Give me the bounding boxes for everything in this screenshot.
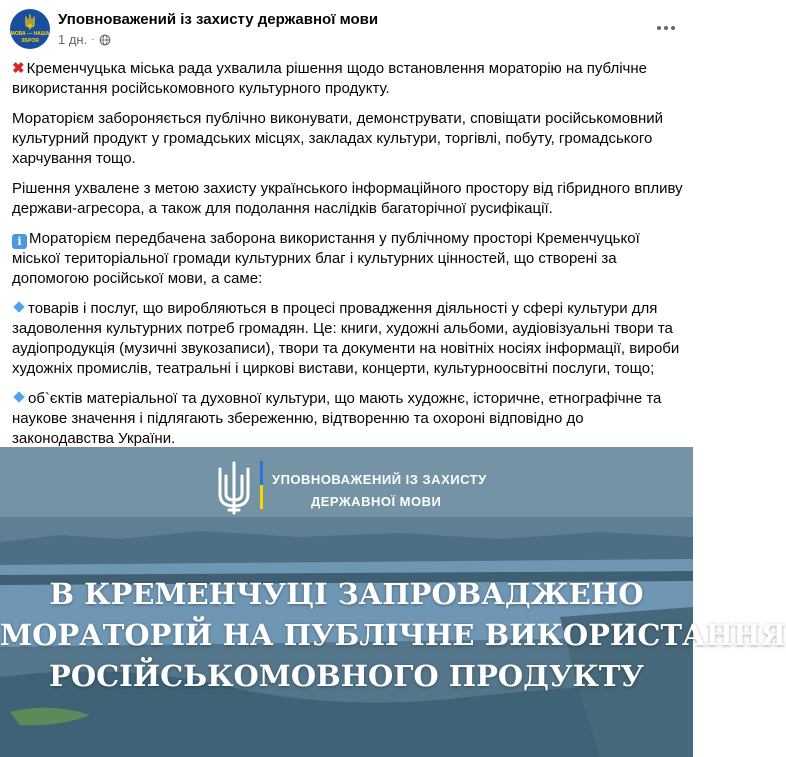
meta-separator: · (91, 34, 95, 45)
banner-headline (0, 574, 786, 697)
small-blue-diamond-icon (13, 301, 24, 312)
author-name[interactable]: Уповноважений із захисту державної мови (58, 11, 379, 28)
headline-line-2: МОРАТОРІЙ НА ПУБЛІЧНЕ ВИКОРИСТАННЯ (0, 618, 786, 652)
brand-line-1: УПОВНОВАЖЕНИЙ ІЗ ЗАХИСТУ (272, 472, 487, 487)
post-time[interactable]: 1 дн. (58, 32, 88, 47)
paragraph-4-text: Мораторієм передбачена заборона використання у публічному просторі Кременчуцької міської територіальної громади культурних благ і культурних цінностей, що створені за допомогою російської мови, а саме: (12, 230, 640, 287)
trident-icon (24, 14, 36, 30)
paragraph-2: Мораторієм забороняється публічно виконувати, демонструвати, сповіщати російськомовний культурний продукт у громадських місцях, закладах культури, торгівлі, побуту, громадського харчування тощо. (12, 110, 664, 167)
more-options-icon[interactable] (650, 14, 682, 42)
post-text (12, 59, 684, 459)
small-blue-diamond-icon (13, 391, 24, 402)
brand-line-2: ДЕРЖАВНОЇ МОВИ (311, 494, 442, 509)
paragraph-3: Рішення ухвалене з метою захисту українського інформаційного простору від гібридного впливу держави-агресора, а також для подолання наслідків багаторічної русифікації. (12, 180, 683, 217)
paragraph-6 (12, 389, 684, 449)
paragraph-6-text: об`єктів матеріальної та духовної культури, що мають художнє, історичне, етнографічне та наукове значення і підлягають збереженню, відтворенню та охороні відповідно до законодавства України. (12, 390, 662, 447)
cross-mark-icon: ✖ (12, 60, 25, 77)
flag-bar (260, 461, 263, 509)
paragraph-1-text: Кременчуцька міська рада ухвалила рішення щодо встановлення мораторію на публічне використання російськомовного культурного продукту. (12, 60, 647, 97)
headline-line-3: РОСІЙСЬКОМОВНОГО ПРОДУКТУ (49, 659, 644, 693)
paragraph-4 (12, 229, 684, 289)
headline-line-1: В КРЕМЕНЧУЦІ ЗАПРОВАДЖЕНО (49, 577, 644, 611)
page-avatar[interactable] (10, 9, 50, 49)
globe-icon[interactable] (99, 34, 111, 46)
paragraph-5 (12, 299, 684, 379)
avatar-text-2: ЗБРОЯ (21, 38, 39, 44)
post-header (0, 0, 693, 58)
coat-of-arms-icon (215, 460, 253, 516)
post-meta (58, 32, 111, 47)
paragraph-1 (12, 59, 684, 99)
avatar-text-1: МОВА — НАША (10, 31, 50, 37)
paragraph-5-text: товарів і послуг, що виробляються в процесі провадження діяльності у сфері культури для задоволення культурних потреб громадян. Це: книги, художні альбоми, аудіовізуальні твори та аудіопродукція (музичні звукозаписи), твори та документи на новітніх носіях інформації, вироби художніх промислів, театральні і циркові вистави, концерти, культурноосвітні послуги, тощо; (12, 300, 680, 377)
information-icon: i (12, 234, 27, 249)
